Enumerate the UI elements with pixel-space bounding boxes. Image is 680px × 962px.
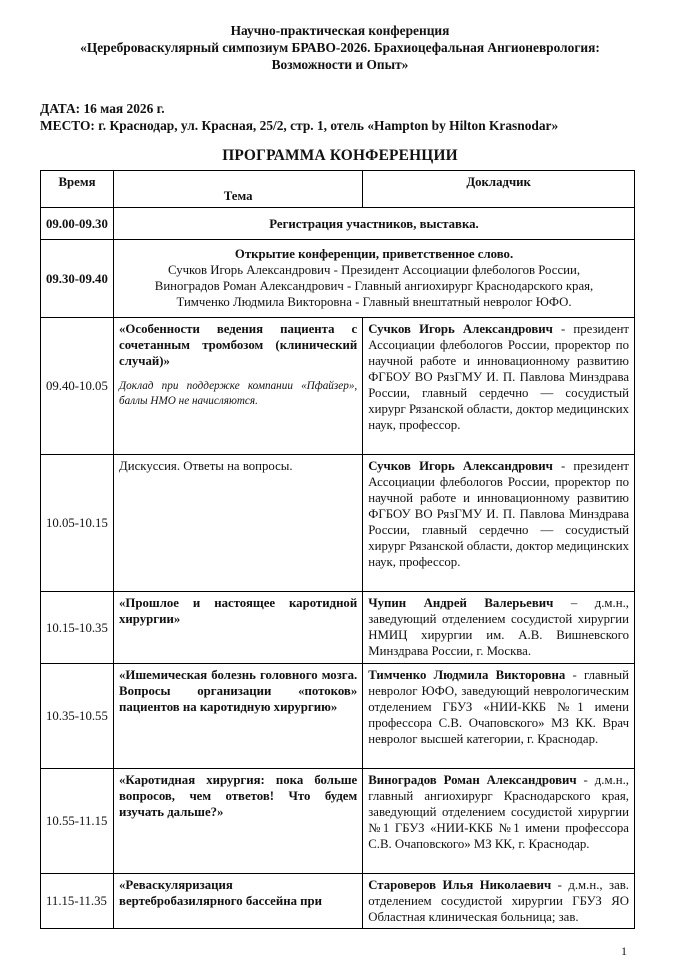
header-topic: Тема xyxy=(114,171,363,208)
opening-cell xyxy=(114,240,635,318)
row-time: 09.40-10.05 xyxy=(41,318,114,455)
conference-title-line-3: Возможности и Опыт» xyxy=(271,57,409,72)
speaker-description: - президент Ассоциации флебологов России, проректор по научной работе и инновационному развитию ФГБОУ ВО РязГМУ И. П. Павлова Минздрава России, главный сердечно — сосудистый хирург Рязанской области, доктор медицинских наук, профессор. xyxy=(368,459,630,569)
row-time: 10.35-10.55 xyxy=(41,664,114,769)
speaker-name: Староверов Илья Николаевич xyxy=(368,878,552,892)
opening-row xyxy=(41,240,635,318)
header-speaker: Докладчик xyxy=(363,171,635,208)
speaker-description: - главный невролог ЮФО, заведующий неврологическим отделением ГБУЗ «НИИ-ККБ №1 имени профессора С.В. Очаповского» МЗ КК. Врач невролог высшей категории, г. Краснодар. xyxy=(368,668,629,746)
page-number: 1 xyxy=(621,944,627,958)
speaker-description: - д.м.н., главный ангиохирург Краснодарского края, заведующий отделением сосудистой хирургии №1 ГБУЗ «НИИ-ККБ №1 имени профессора С.В. Очаповского» МЗ КК, г. Краснодар. xyxy=(368,773,629,851)
row-topic: «Каротидная хирургия: пока больше вопросов, чем ответов! Что будем изучать дальше?» xyxy=(114,769,363,874)
event-place: МЕСТО: г. Краснодар, ул. Красная, 25/2, стр. 1, отель «Hampton by Hilton Krasnodar» xyxy=(40,118,559,133)
table-row xyxy=(41,769,635,874)
registration-time: 09.00-09.30 xyxy=(41,208,114,240)
row-time: 11.15-11.35 xyxy=(41,874,114,929)
row-topic-cell xyxy=(114,318,363,455)
row-topic: «Реваскуляризация вертебробазилярного бассейна при xyxy=(114,874,363,929)
opening-title: Открытие конференции, приветственное слово. xyxy=(234,247,514,261)
row-topic: Дискуссия. Ответы на вопросы. xyxy=(114,455,363,592)
registration-row xyxy=(41,208,635,240)
speaker-name: Сучков Игорь Александрович xyxy=(368,322,553,336)
table-row xyxy=(41,455,635,592)
speaker-name: Тимченко Людмила Викторовна xyxy=(368,668,566,682)
row-topic: «Особенности ведения пациента с сочетанным тромбозом (клинический случай)» xyxy=(119,322,358,368)
opening-time: 09.30-09.40 xyxy=(41,240,114,318)
row-topic: «Прошлое и настоящее каротидной хирургии» xyxy=(114,592,363,664)
speaker-name: Виноградов Роман Александрович xyxy=(368,773,577,787)
row-speaker xyxy=(363,769,635,874)
row-topic: «Ишемическая болезнь головного мозга. Вопросы организации «потоков» пациентов на каротидную хирургию» xyxy=(114,664,363,769)
header-time: Время xyxy=(41,171,114,208)
speaker-description: - президент Ассоциации флебологов России, проректор по научной работе и инновационному развитию ФГБОУ ВО РязГМУ И. П. Павлова Минздрава России, главный сердечно — сосудистый хирург Рязанской области, доктор медицинских наук, профессор. xyxy=(368,322,630,432)
opening-speaker-2: Виноградов Роман Александрович - Главный ангиохирург Краснодарского края, xyxy=(154,279,594,293)
speaker-description: – д.м.н., заведующий отделением сосудистой хирургии НМИЦ хирургии им. А.В. Вишневского Минздрава России, г. Москва. xyxy=(368,596,629,658)
program-title: ПРОГРАММА КОНФЕРЕНЦИИ xyxy=(222,147,458,164)
table-row xyxy=(41,592,635,664)
row-time: 10.55-11.15 xyxy=(41,769,114,874)
speaker-name: Сучков Игорь Александрович xyxy=(368,459,553,473)
opening-speaker-1: Сучков Игорь Александрович - Президент Ассоциации флебологов России, xyxy=(167,263,581,277)
row-speaker xyxy=(363,318,635,455)
sponsor-note: Доклад при поддержке компании «Пфайзер», баллы НМО не начисляются. xyxy=(119,380,358,407)
table-row xyxy=(41,664,635,769)
event-date: ДАТА: 16 мая 2026 г. xyxy=(40,101,165,116)
row-speaker xyxy=(363,874,635,929)
speaker-name: Чупин Андрей Валерьевич xyxy=(368,596,554,610)
row-speaker xyxy=(363,592,635,664)
row-speaker xyxy=(363,455,635,592)
speaker-description: - д.м.н., зав. отделением сосудистой хирургии ГБУЗ ЯО Областная клиническая больница; зав. xyxy=(368,878,629,924)
conference-title-line-1: Научно-практическая конференция xyxy=(230,23,450,38)
table-header-row xyxy=(41,171,635,208)
row-speaker xyxy=(363,664,635,769)
program-table xyxy=(40,170,635,929)
registration-text: Регистрация участников, выставка. xyxy=(114,208,635,240)
opening-speaker-3: Тимченко Людмила Викторовна - Главный внештатный невролог ЮФО. xyxy=(176,295,572,309)
row-time: 10.05-10.15 xyxy=(41,455,114,592)
table-row xyxy=(41,874,635,929)
row-time: 10.15-10.35 xyxy=(41,592,114,664)
table-row xyxy=(41,318,635,455)
conference-title-line-2: «Цереброваскулярный симпозиум БРАВО-2026. Брахиоцефальная Ангионеврология: xyxy=(80,40,600,55)
